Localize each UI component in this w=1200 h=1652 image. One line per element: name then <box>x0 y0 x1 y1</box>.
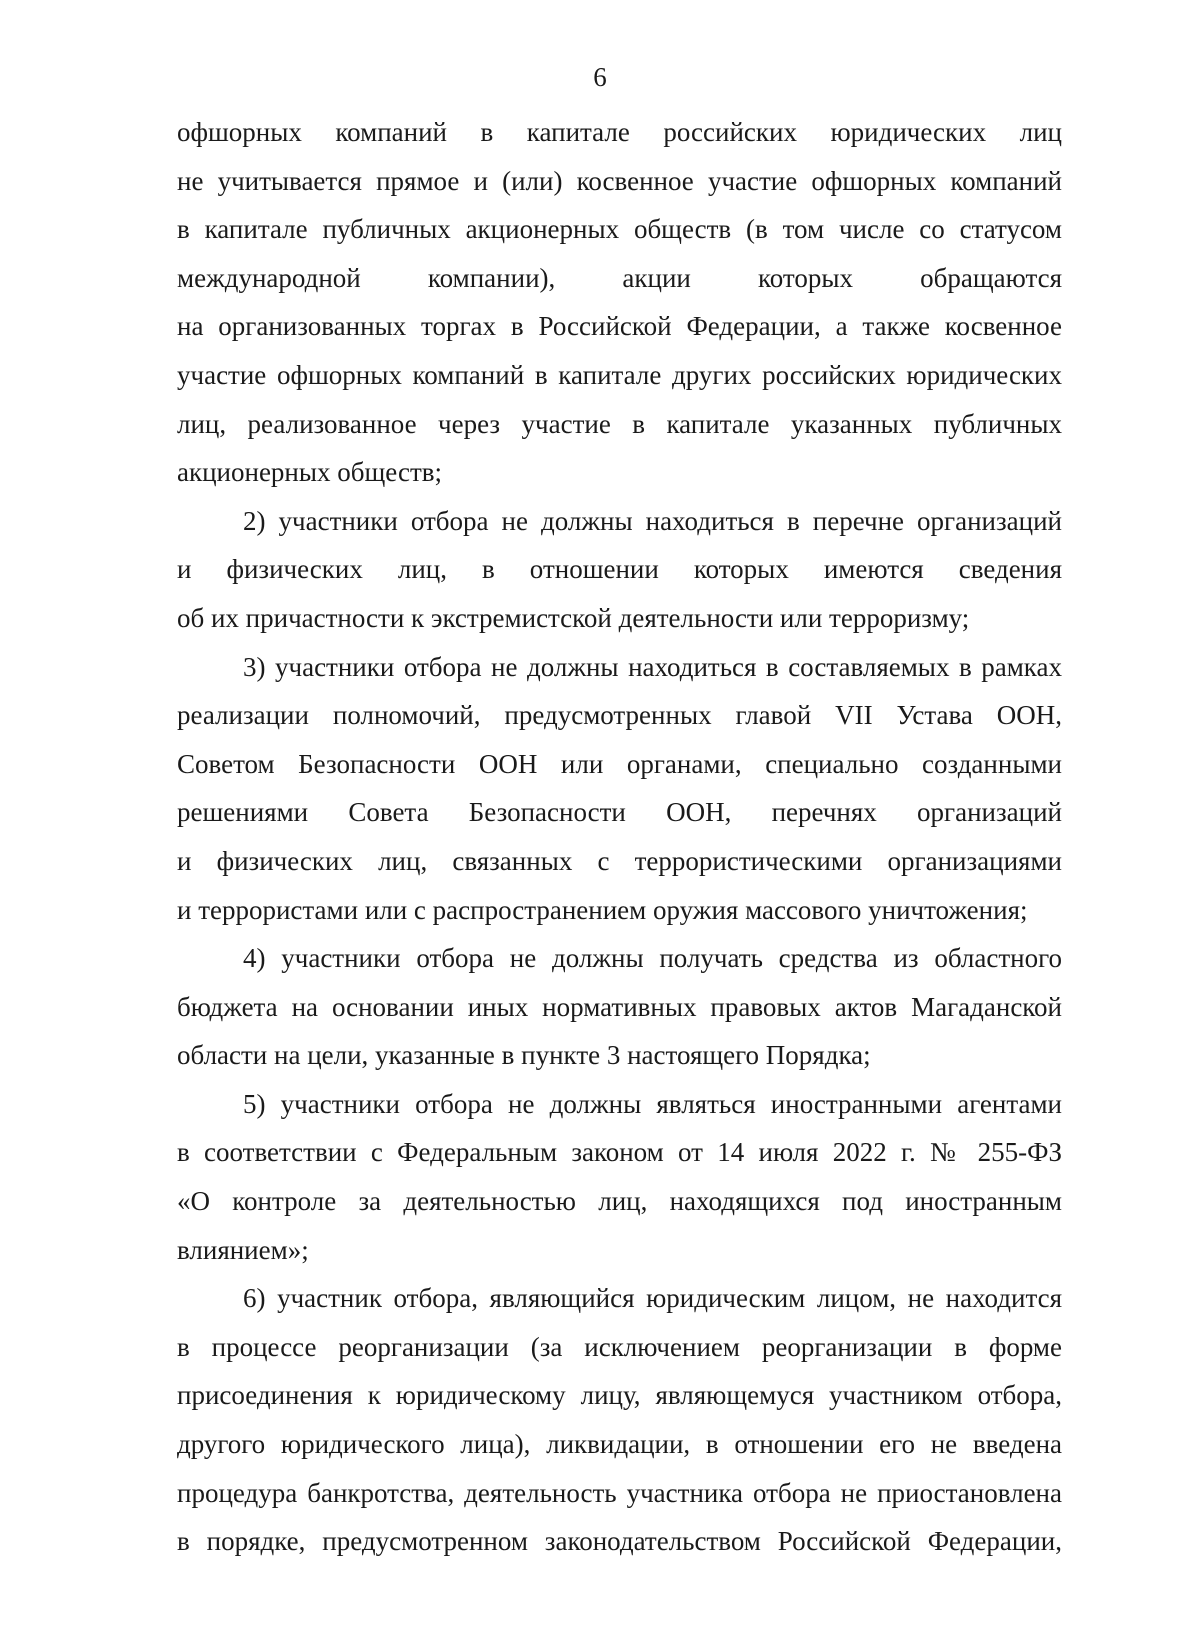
text-line: 5) участники отбора не должны являться иностранными агентами <box>243 1088 1062 1119</box>
paragraph-item-2 <box>177 497 1062 643</box>
text-line: области на цели, указанные в пункте 3 настоящего Порядка; <box>177 1040 871 1071</box>
text-line: об их причастности к экстремистской деятельности или терроризму; <box>177 602 970 633</box>
paragraph-item-6 <box>177 1274 1062 1566</box>
paragraph-item-5 <box>177 1080 1062 1274</box>
text-line: 6) участник отбора, являющийся юридическим лицом, не находится <box>243 1283 1062 1314</box>
text-line: в порядке, предусмотренном законодательством Российской Федерации, <box>177 1526 1062 1557</box>
text-line: влиянием»; <box>177 1234 309 1265</box>
text-line: и физических лиц, связанных с террористическими организациями <box>177 845 1062 876</box>
paragraph-item-4 <box>177 934 1062 1080</box>
text-line: офшорных компаний в капитале российских юридических лиц <box>177 117 1062 147</box>
text-line: 2) участники отбора не должны находиться в перечне организаций <box>243 505 1062 536</box>
text-line: другого юридического лица), ликвидации, в отношении его не введена <box>177 1429 1062 1460</box>
text-line: международной компании), акции которых обращаются <box>177 262 1062 293</box>
text-line: участие офшорных компаний в капитале других российских юридических <box>177 359 1062 390</box>
text-line: и физических лиц, в отношении которых имеются сведения <box>177 554 1062 585</box>
paragraph-continuation <box>177 108 1062 497</box>
paragraph-item-3 <box>177 643 1062 935</box>
text-line: лиц, реализованное через участие в капитале указанных публичных <box>177 408 1062 439</box>
text-line: акционерных обществ; <box>177 457 442 488</box>
text-line: «О контроле за деятельностью лиц, находящихся под иностранным <box>177 1186 1062 1217</box>
text-line: и террористами или с распространением оружия массового уничтожения; <box>177 894 1028 925</box>
page-number: 6 <box>593 62 607 92</box>
text-line: 4) участники отбора не должны получать средства из областного <box>243 943 1062 974</box>
text-line: процедура банкротства, деятельность участника отбора не приостановлена <box>177 1477 1062 1508</box>
text-line: в соответствии с Федеральным законом от 14 июля 2022 г. № 255-ФЗ <box>177 1137 1062 1168</box>
text-line: бюджета на основании иных нормативных правовых актов Магаданской <box>177 991 1062 1022</box>
text-line: 3) участники отбора не должны находиться в составляемых в рамках <box>243 651 1062 682</box>
document-body <box>177 108 1062 1566</box>
text-line: в процессе реорганизации (за исключением реорганизации в форме <box>177 1331 1062 1362</box>
text-line: Советом Безопасности ООН или органами, специально созданными <box>177 748 1062 779</box>
text-line: не учитывается прямое и (или) косвенное участие офшорных компаний <box>177 165 1062 196</box>
text-line: присоединения к юридическому лицу, являющемуся участником отбора, <box>177 1380 1062 1411</box>
text-line: решениями Совета Безопасности ООН, перечнях организаций <box>177 797 1062 828</box>
text-line: реализации полномочий, предусмотренных главой VII Устава ООН, <box>177 700 1062 731</box>
text-line: в капитале публичных акционерных обществ (в том числе со статусом <box>177 214 1062 245</box>
text-line: на организованных торгах в Российской Федерации, а также косвенное <box>177 311 1062 342</box>
